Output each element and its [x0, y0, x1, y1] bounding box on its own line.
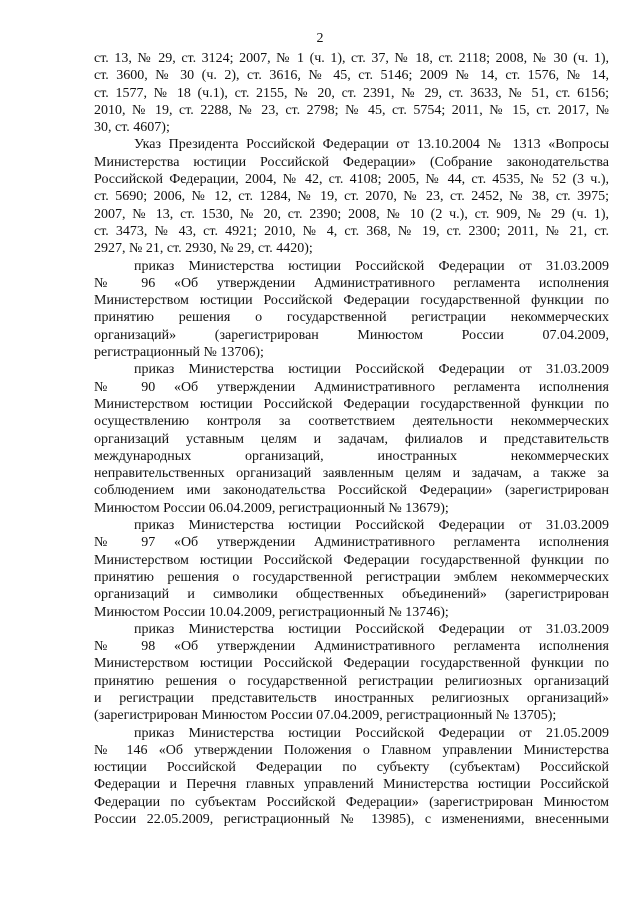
text-line: № 97 «Об утверждении Административного регламента исполнения — [94, 535, 609, 551]
text-line: неправительственных организаций заявленным целям и задачам, а также за — [94, 466, 609, 482]
text-line: 2010, № 19, ст. 2288, № 23, ст. 2798; № 45, ст. 5754; 2011, № 15, ст. 2017, № — [94, 102, 609, 118]
text-line: приказ Министерства юстиции Российской Федерации от 31.03.2009 — [134, 518, 609, 534]
text-line: приказ Министерства юстиции Российской Федерации от 31.03.2009 — [134, 621, 609, 637]
text-line: Минюстом России 06.04.2009, регистрационный № 13679); — [94, 500, 449, 516]
text-line: 2007, № 13, ст. 1530, № 20, ст. 2390; 2008, № 10 (2 ч.), ст. 909, № 29 (ч. 1), — [94, 206, 609, 222]
text-line: приказ Министерства юстиции Российской Федерации от 21.05.2009 — [134, 725, 609, 741]
text-line: организаций и символики общественных объединений» (зарегистрирован — [94, 587, 609, 603]
text-line: 2927, № 21, ст. 2930, № 29, ст. 4420); — [94, 241, 313, 257]
text-line: организаций» (зарегистрирован Минюстом России 07.04.2009, — [94, 327, 609, 343]
text-line: Министерством юстиции Российской Федерации государственной функции по — [94, 293, 609, 309]
text-line: регистрационный № 13706); — [94, 345, 264, 361]
text-line: и регистрации представительств иностранных религиозных организаций» — [94, 690, 609, 706]
text-line: Министерством юстиции Российской Федерации государственной функции по — [94, 396, 609, 412]
text-line: Федерации и Перечня главных управлений Министерства юстиции Российской — [94, 777, 609, 793]
text-line: соблюдением ими законодательства Российской Федерации» (зарегистрирован — [94, 483, 609, 499]
text-line: принятию решения о государственной регистрации эмблем некоммерческих — [94, 569, 609, 585]
text-line: Российской Федерации, 2004, № 42, ст. 4108; 2005, № 44, ст. 4535, № 52 (3 ч.), — [94, 172, 609, 188]
text-line: приказ Министерства юстиции Российской Федерации от 31.03.2009 — [134, 362, 609, 378]
text-line: ст. 3600, № 30 (ч. 2), ст. 3616, № 45, ст. 5146; 2009 № 14, ст. 1576, № 14, — [94, 68, 609, 84]
text-line: Министерством юстиции Российской Федерации государственной функции по — [94, 552, 609, 568]
page-number: 2 — [316, 31, 324, 46]
text-line: ст. 1577, № 18 (ч.1), ст. 2155, № 20, ст. 2391, № 29, ст. 3633, № 51, ст. 6156; — [94, 85, 609, 101]
text-line: приказ Министерства юстиции Российской Федерации от 31.03.2009 — [134, 258, 609, 274]
text-line: № 90 «Об утверждении Административного регламента исполнения — [94, 379, 609, 395]
text-line: осуществлению контроля за соответствием деятельности некоммерческих — [94, 414, 609, 430]
text-line: Указ Президента Российской Федерации от 13.10.2004 № 1313 «Вопросы — [134, 137, 609, 153]
text-line: № 96 «Об утверждении Административного регламента исполнения — [94, 275, 609, 291]
text-line: Министерства юстиции Российской Федерации» (Собрание законодательства — [94, 154, 609, 170]
document-body — [94, 50, 609, 828]
text-line: принятию решения о государственной регистрации религиозных организаций — [94, 673, 609, 689]
text-line: ст. 5690; 2006, № 12, ст. 1284, № 19, ст. 2070, № 23, ст. 2452, № 38, ст. 3975; — [94, 189, 609, 205]
text-line: организаций уставным целям и задачам, филиалов и представительств — [94, 431, 609, 447]
text-line: юстиции Российской Федерации по субъекту (субъектам) Российской — [94, 760, 609, 776]
text-line: 30, ст. 4607); — [94, 120, 170, 136]
text-line: Минюстом России 10.04.2009, регистрационный № 13746); — [94, 604, 449, 620]
text-line: ст. 13, № 29, ст. 3124; 2007, № 1 (ч. 1), ст. 37, № 18, ст. 2118; 2008, № 30 (ч. 1), — [94, 51, 609, 66]
text-line: Министерством юстиции Российской Федерации государственной функции по — [94, 656, 609, 672]
text-line: международных организаций, иностранных некоммерческих — [94, 448, 609, 464]
text-line: принятию решения о государственной регистрации некоммерческих — [94, 310, 609, 326]
text-line: ст. 3473, № 43, ст. 4921; 2010, № 4, ст. 368, № 19, ст. 2300; 2011, № 21, ст. — [94, 223, 609, 239]
text-line: России 22.05.2009, регистрационный № 13985), с изменениями, внесенными — [94, 812, 609, 828]
text-line: Федерации по субъектам Российской Федерации» (зарегистрирован Минюстом — [94, 794, 609, 810]
text-line: № 146 «Об утверждении Положения о Главном управлении Министерства — [94, 742, 609, 758]
text-line: (зарегистрирован Минюстом России 07.04.2009, регистрационный № 13705); — [94, 708, 557, 724]
text-line: № 98 «Об утверждении Административного регламента исполнения — [94, 639, 609, 655]
